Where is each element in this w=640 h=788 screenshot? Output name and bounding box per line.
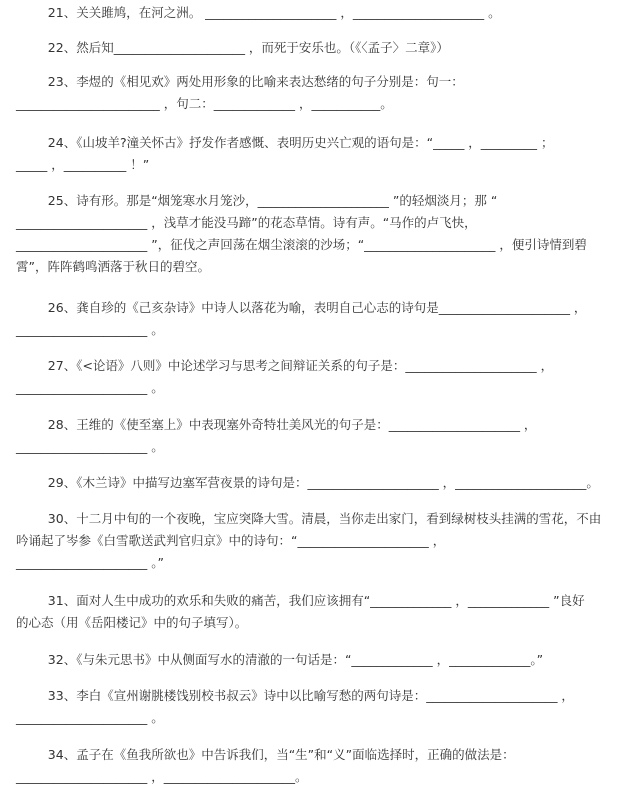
question-line: 23、李煜的《相见欢》两处用形象的比喻来表达愁绪的句子分别是：句一： [16,74,464,89]
question-32 [16,649,626,671]
question-line: 28、王维的《使至塞上》中表现塞外奇特壮美风光的句子是：_____________________ ， [16,417,537,432]
question-line: 22、然后知_____________________ ，而死于安乐也。（《〈孟子〉二章》） [16,40,449,55]
question-line: _____ ，__________ ！” [16,157,150,172]
question-28 [16,414,626,458]
question-line: 34、孟子在《鱼我所欲也》中告诉我们，当“生”和“义”面临选择时，正确的做法是： [16,747,515,762]
question-line: 33、李白《宣州谢朓楼饯别校书叔云》诗中以比喻写愁的两句诗是：_____________________ ， [16,688,574,703]
question-29 [16,472,626,494]
question-line: 29、《木兰诗》中描写边塞军营夜景的诗句是：_____________________ ，_____________________。 [16,475,599,490]
question-21 [16,2,626,24]
question-24 [16,132,626,176]
question-line: _____________________ 。 [16,322,164,337]
question-25 [16,190,626,278]
question-line: 吟诵起了岑参《白雪歌送武判官归京》中的诗句：“_____________________ ， [16,533,446,548]
question-line: 27、《<论语》八则》中论述学习与思考之间辩证关系的句子是：_____________________ ， [16,358,554,373]
question-line: _____________________ 。 [16,380,164,395]
question-27 [16,355,626,399]
question-line: _____________________ 。 [16,710,164,725]
question-line: _____________________ ，浅草才能没马蹄”的花态草情。诗有声。“马作的卢飞快， [16,215,477,230]
question-line: _____________________ 。 [16,439,164,454]
question-line: _____________________ ”，征伐之声回荡在烟尘滚滚的沙场；“_____________________ ，便引诗情到碧 [16,237,587,252]
question-31 [16,590,626,634]
question-23 [16,71,626,115]
question-line: _______________________ ，句二：_____________ ，___________。 [16,96,393,111]
question-line: 21、关关雎鸠，在河之洲。 _____________________ ，_____________________ 。 [16,5,501,20]
question-line: 的心态（用《岳阳楼记》中的句子填写）。 [16,615,248,630]
question-33 [16,685,626,729]
question-line: 31、面对人生中成功的欢乐和失败的痛苦，我们应该拥有“_____________ ，_____________ ”良好 [16,593,585,608]
question-line: 30、十二月中旬的一个夜晚，宝应突降大雪。清晨，当你走出家门，看到绿树枝头挂满的雪花，不由 [16,511,602,526]
question-line: 25、诗有形。那是“烟笼寒水月笼沙，_____________________ ”的轻烟淡月；那 “ [16,193,498,208]
question-line: 24、《山坡羊?潼关怀古》抒发作者感慨、表明历史兴亡观的语句是：“_____ ，_________ ； [16,135,554,150]
question-line: 32、《与朱元思书》中从侧面写水的清澈的一句话是：“_____________ ，_____________。” [16,652,544,667]
question-34 [16,744,626,788]
question-line: 霄”，阵阵鹤鸣洒落于秋日的碧空。 [16,259,210,274]
question-line: _____________________ ，_____________________。 [16,769,308,784]
question-30 [16,508,626,574]
question-22 [16,37,626,59]
question-line: _____________________ 。” [16,555,164,570]
question-26 [16,297,626,341]
question-line: 26、龚自珍的《己亥杂诗》中诗人以落花为喻，表明自己心志的诗句是_____________________ ， [16,300,587,315]
